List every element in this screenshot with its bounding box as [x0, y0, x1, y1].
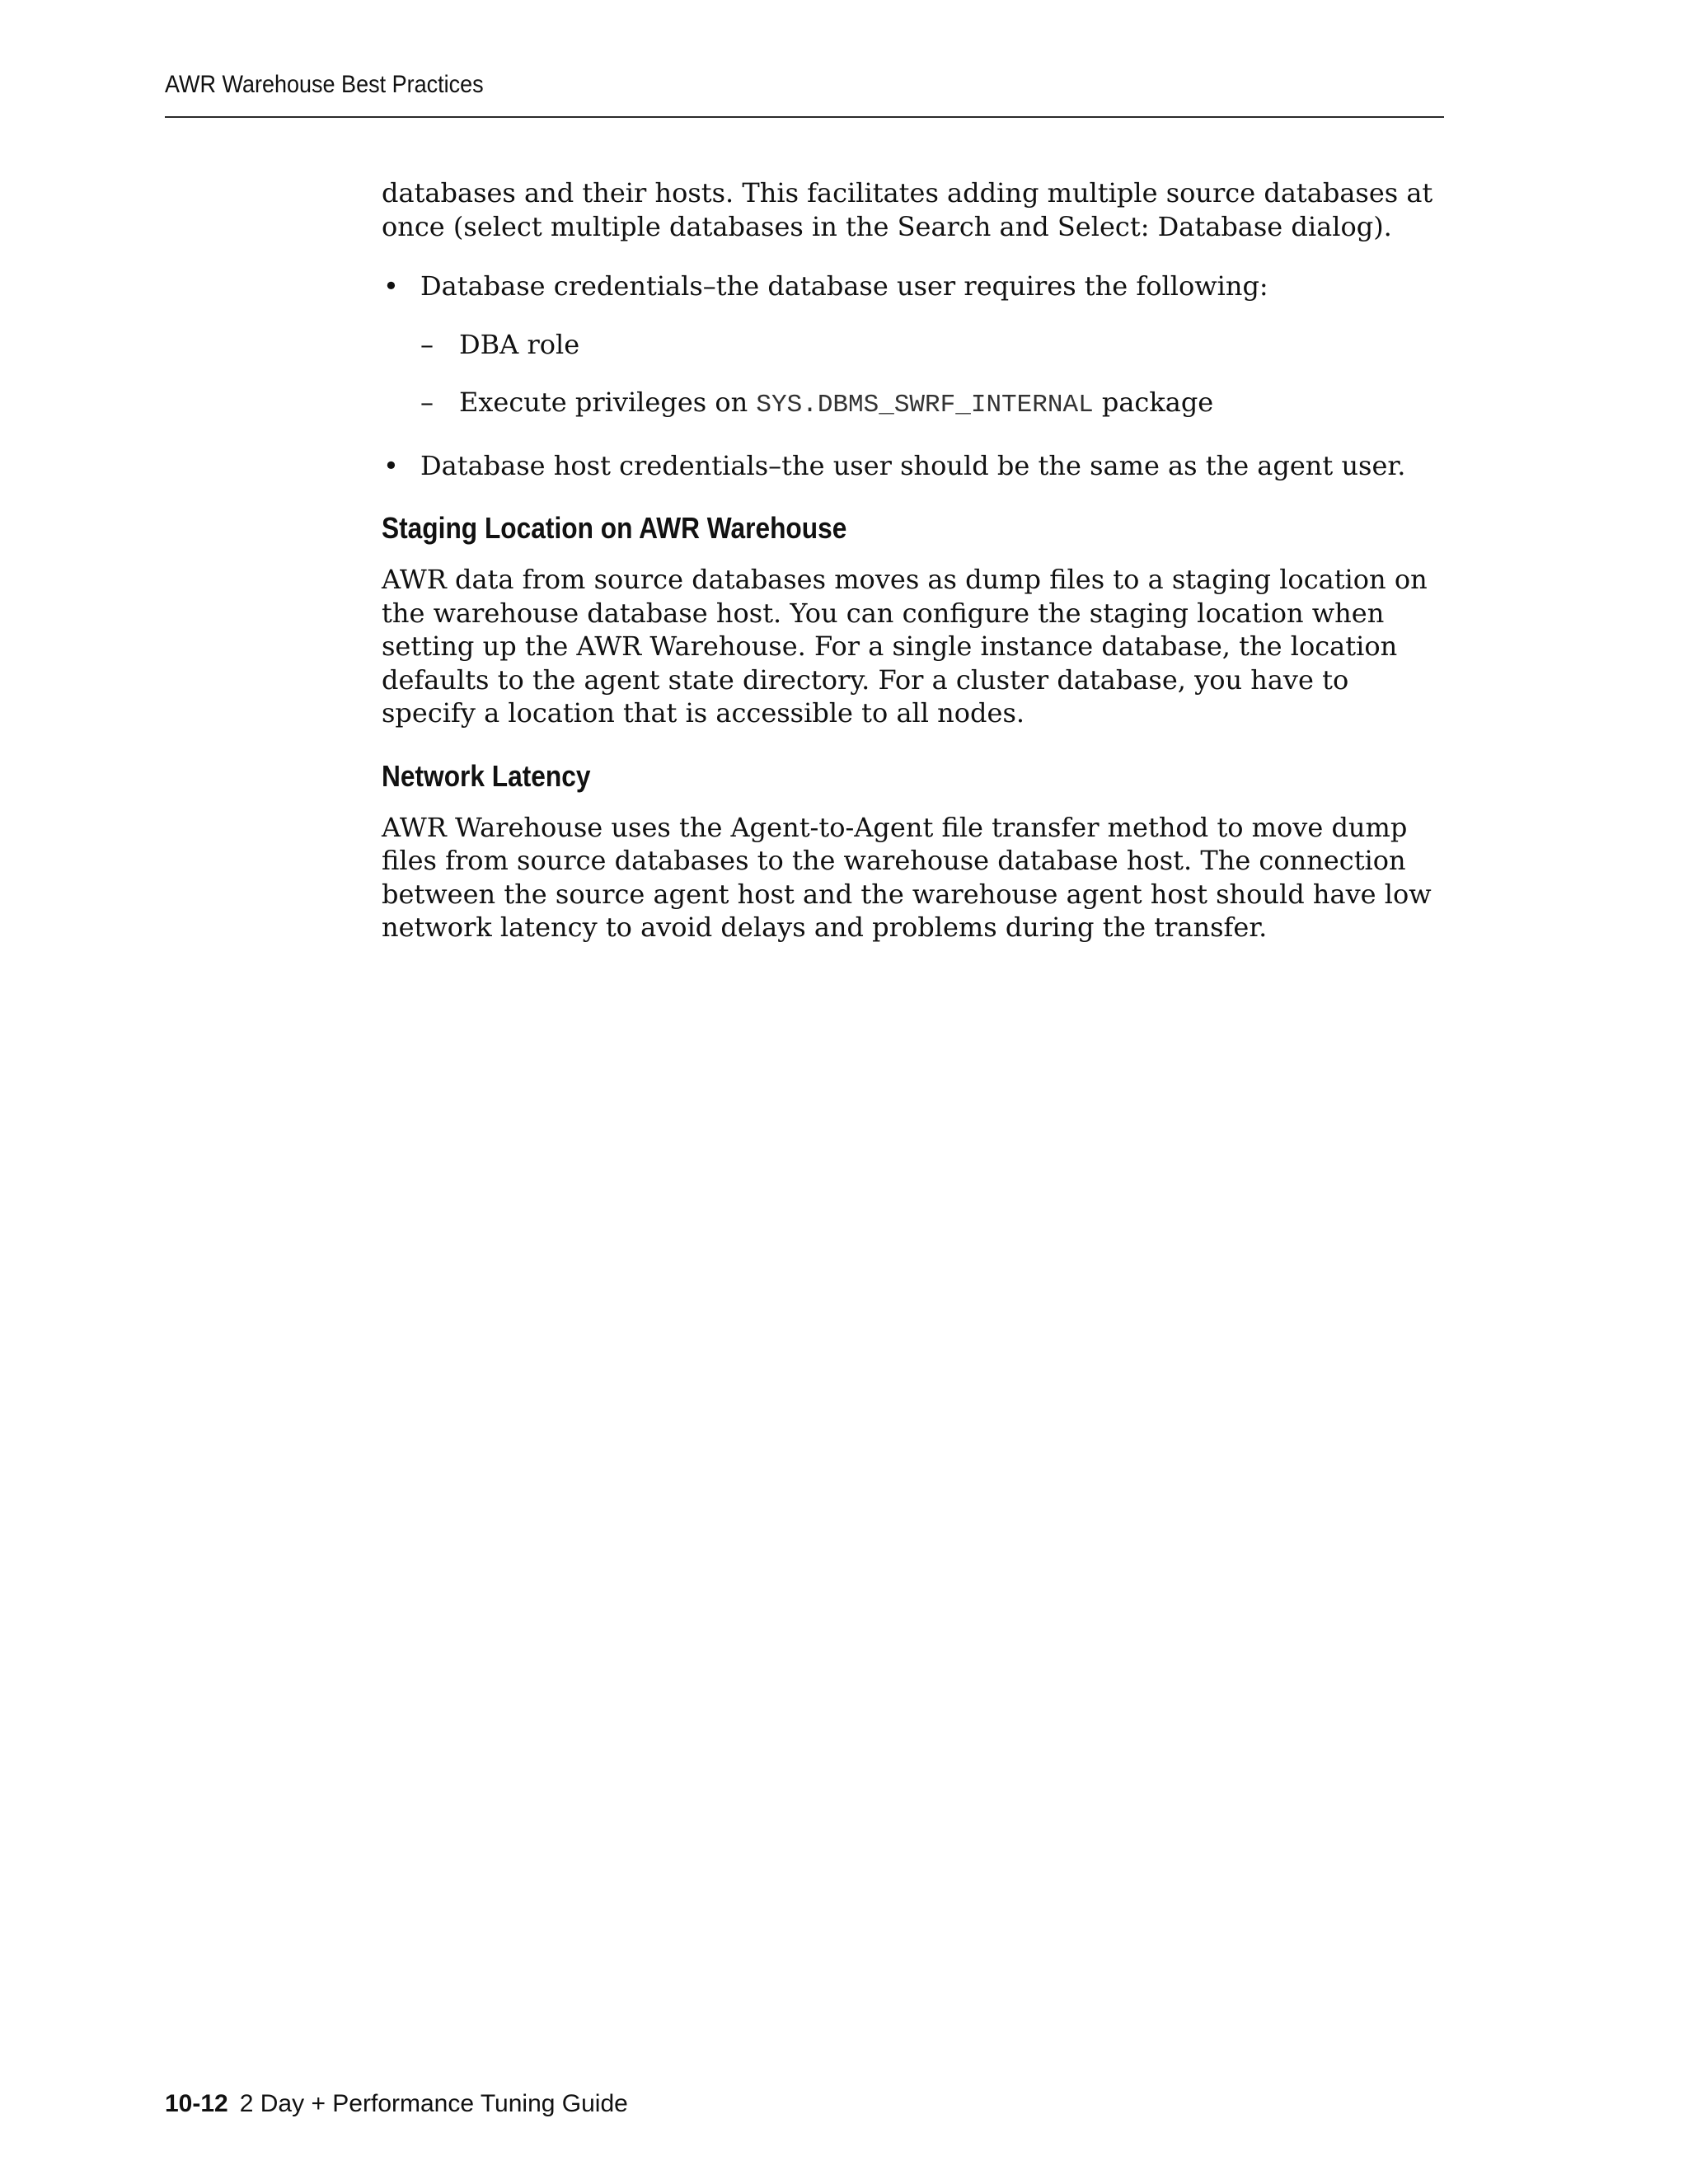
page-number: 10-12 — [165, 2090, 228, 2117]
header-rule — [165, 116, 1444, 118]
requirements-list — [382, 269, 1445, 482]
book-title: 2 Day + Performance Tuning Guide — [239, 2090, 628, 2117]
bullet-marker: • — [383, 270, 399, 302]
page-body — [382, 176, 1445, 944]
sublist-item-text-prefix: Execute privileges on — [459, 387, 757, 418]
list-item-database-credentials — [382, 269, 1445, 423]
list-item-host-credentials — [382, 449, 1445, 483]
package-name-code: SYS.DBMS_SWRF_INTERNAL — [756, 391, 1094, 419]
sublist-item-text: DBA role — [459, 328, 580, 360]
sublist-item-text-suffix: package — [1093, 387, 1214, 418]
sublist-item-execute-privileges — [420, 386, 1445, 423]
running-header: AWR Warehouse Best Practices — [165, 71, 484, 98]
list-item-text: Database host credentials–the user should be the same as the agent user. — [420, 449, 1406, 481]
dash-marker: – — [420, 387, 434, 418]
section-heading-network-latency: Network Latency — [382, 758, 591, 793]
section-paragraph-staging-location: AWR data from source databases moves as dump files to a staging location on the warehouse database host. You can configure the staging location when setting up the AWR Warehouse. For a single instance database, the location defaults to the agent state directory. For a cluster database, you have to specify a location that is accessible to all nodes. — [382, 564, 1428, 729]
bullet-marker: • — [383, 449, 399, 481]
section-paragraph-network-latency: AWR Warehouse uses the Agent-to-Agent file transfer method to move dump files from source databases to the warehouse database host. The connection between the source agent host and the warehouse agent host should have low network latency to avoid delays and problems during the transfer. — [382, 811, 1432, 943]
credential-sublist — [420, 328, 1445, 423]
sublist-item-dba-role — [420, 328, 1445, 362]
intro-paragraph: databases and their hosts. This facilitates adding multiple source databases at once (select multiple databases in the Search and Select: Database dialog). — [382, 177, 1433, 242]
section-heading-staging-location: Staging Location on AWR Warehouse — [382, 511, 847, 545]
list-item-text: Database credentials–the database user requires the following: — [420, 270, 1268, 302]
dash-marker: – — [420, 328, 434, 360]
page-footer — [165, 2090, 628, 2118]
